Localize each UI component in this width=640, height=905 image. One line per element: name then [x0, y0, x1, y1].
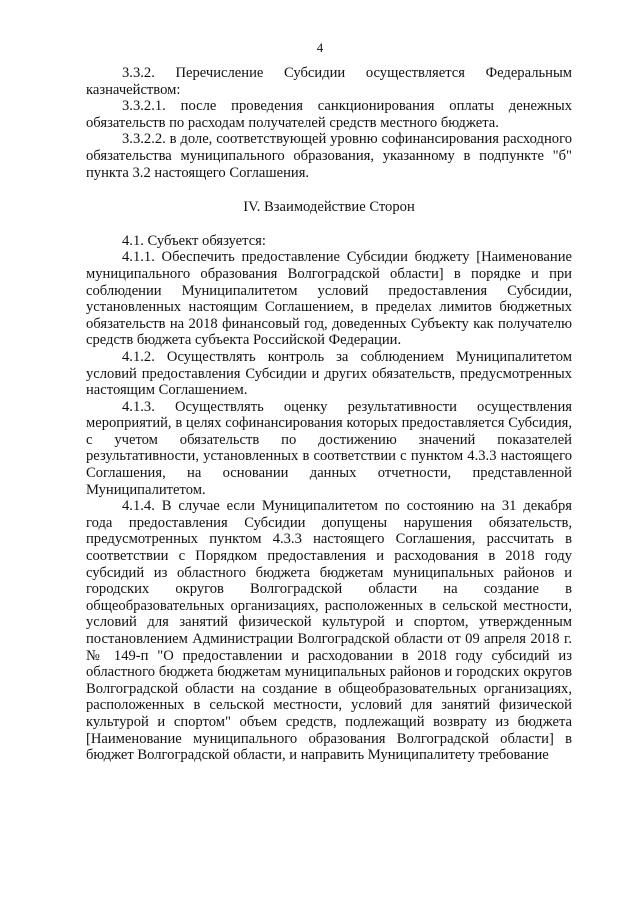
page-number: 4 — [316, 40, 324, 55]
document-body — [86, 65, 572, 764]
paragraph-3-3-2: 3.3.2. Перечисление Субсидии осуществляется Федеральным казначейством: — [86, 65, 572, 98]
section-heading: IV. Взаимодействие Сторон — [243, 199, 415, 216]
paragraph-3-3-2-1: 3.3.2.1. после проведения санкционирования оплаты денежных обязательств по расходам получателей средств местного бюджета. — [86, 98, 572, 131]
paragraph-4-1: 4.1. Субъект обязуется: — [122, 232, 266, 249]
paragraph-3-3-2-2: 3.3.2.2. в доле, соответствующей уровню софинансирования расходного обязательства муниципального образования, указанному в подпункте "б" пункта 3.2 настоящего Соглашения. — [86, 131, 572, 181]
paragraph-4-1-2: 4.1.2. Осуществлять контроль за соблюдением Муниципалитетом условий предоставления Субсидии и других обязательств, предусмотренных настоящим Соглашением. — [86, 348, 572, 399]
paragraph-4-1-4: 4.1.4. В случае если Муниципалитетом по состоянию на 31 декабря года предоставления Субсидии допущены нарушения обязательств, предусмотренных пунктом 4.3.3 настоящего Соглашения, рассчитать в соответствии с Порядком предоставления и расходования в 2018 году субсидий из областного бюджета бюджетам муниципальных районов и городских округов Волгоградской области на создание в общеобразовательных организациях, расположенных в сельской местности, условий для занятий физической культурой и спортом, утвержденным постановлением Администрации Волгоградской области от 09 апреля 2018 г. № 149-п "О предоставлении и расходовании в 2018 году субсидий из областного бюджета бюджетам муниципальных районов и городских округов Волгоградской области на создание в общеобразовательных организациях, расположенных в сельской местности, условий для занятий физической культурой и спортом" объем средств, подлежащий возврату из бюджета [Наименование муниципального образования Волгоградской области] в бюджет Волгоградской области, и направить Муниципалитету требование — [86, 498, 572, 764]
paragraph-4-1-1: 4.1.1. Обеспечить предоставление Субсидии бюджету [Наименование муниципального образования Волгоградской области] в порядке и при соблюдении Муниципалитетом условий предоставления Субсидии, установленных настоящим Соглашением, в пределах лимитов бюджетных обязательств на 2018 финансовый год, доведенных Субъекту как получателю средств бюджета субъекта Российской Федерации. — [86, 249, 572, 349]
paragraph-4-1-3: 4.1.3. Осуществлять оценку результативности осуществления мероприятий, в целях софинансирования которых предоставляется Субсидия, с учетом обязательств по достижению значений показателей результативности, установленных в соответствии с пунктом 4.3.3 настоящего Соглашения, на основании данных отчетности, представленной Муниципалитетом. — [86, 398, 572, 498]
